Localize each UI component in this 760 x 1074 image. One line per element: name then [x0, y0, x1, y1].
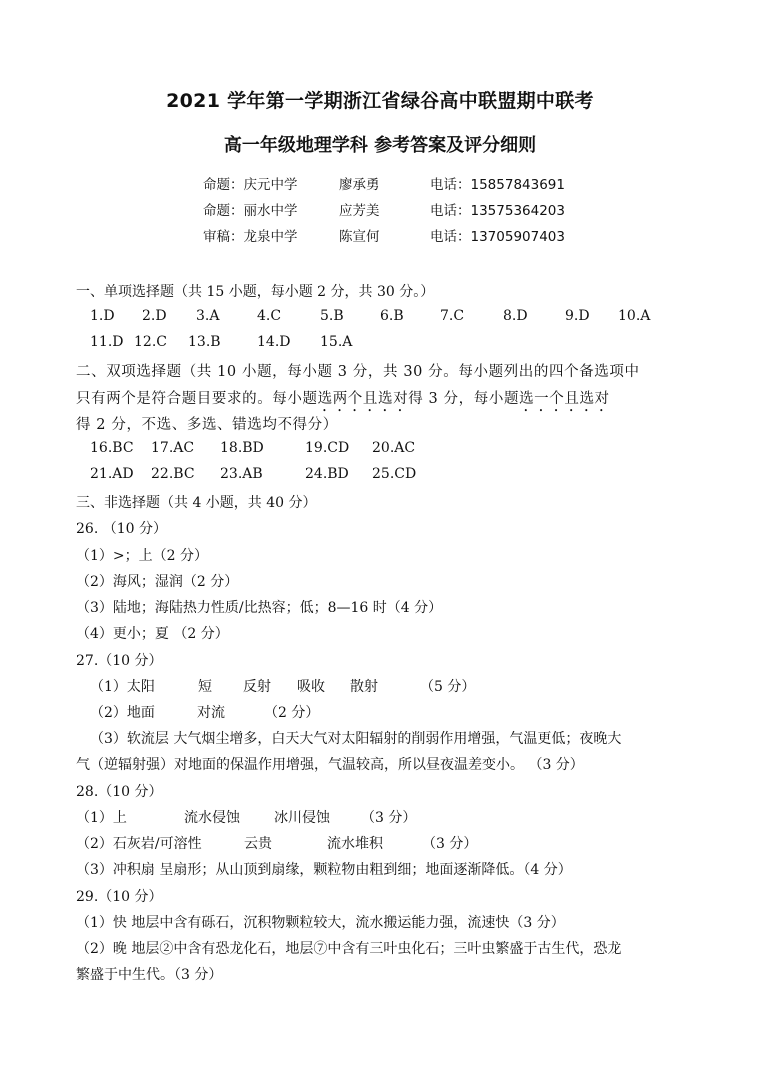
q29-title: 29.（10 分）	[76, 889, 163, 905]
answer-term: 对流	[197, 705, 225, 721]
q29-part2-line2: 繁盛于中生代。（3 分）	[76, 967, 223, 983]
credit-name: 廖承勇	[339, 177, 380, 193]
score-note: （3 分）	[361, 810, 417, 826]
section1-heading: 一、单项选择题（共 15 小题，每小题 2 分，共 30 分。）	[76, 284, 435, 300]
q26-title: 26. （10 分）	[76, 521, 167, 537]
document-title: 2021 学年第一学期浙江省绿谷高中联盟期中联考	[166, 90, 594, 112]
answer-term: 短	[198, 679, 212, 695]
section2-heading-line2	[76, 387, 610, 415]
emphasis-text: 选一个且选对	[519, 391, 610, 407]
q27-title: 27.（10 分）	[76, 653, 163, 669]
q27-part3-line1: （3）软流层 大气烟尘增多，白天大气对太阳辐射的削弱作用增强，气温更低；夜晚大	[90, 731, 622, 747]
q26-part: （2）海风；湿润（2 分）	[76, 574, 239, 590]
answer-item: 2.D	[142, 308, 167, 324]
answer-item: 25.CD	[372, 466, 417, 482]
section2-heading-line1: 二、双项选择题（共 10 小题，每小题 3 分，共 30 分。每小题列出的四个备选项中	[76, 364, 640, 380]
credit-role: 命题：庆元中学	[203, 177, 298, 193]
q26-part: （3）陆地；海陆热力性质/比热容；低；8—16 时（4 分）	[76, 600, 443, 616]
answer-item: 7.C	[440, 308, 465, 324]
credit-role: 命题：丽水中学	[203, 203, 298, 219]
credit-name: 陈宣何	[339, 229, 380, 245]
credit-phone: 电话：13705907403	[430, 229, 565, 245]
answer-item: 21.AD	[90, 466, 134, 482]
score-note: （2 分）	[264, 705, 320, 721]
answer-item: 24.BD	[305, 466, 349, 482]
answer-term: 流水堆积	[327, 836, 383, 852]
answer-item: 15.A	[320, 334, 353, 350]
answer-item: 19.CD	[305, 440, 350, 456]
q28-title: 28.（10 分）	[76, 784, 163, 800]
document-subtitle: 高一年级地理学科 参考答案及评分细则	[223, 135, 537, 156]
answer-term: 散射	[350, 679, 378, 695]
answer-item: 6.B	[380, 308, 404, 324]
answer-term: 云贵	[244, 836, 272, 852]
answer-item: 23.AB	[220, 466, 263, 482]
answer-item: 18.BD	[220, 440, 264, 456]
emphasis-text: 选两个且选对	[317, 391, 409, 407]
answer-term: 反射	[243, 679, 271, 695]
answer-term: （2）石灰岩/可溶性	[76, 836, 202, 852]
credit-name: 应芳美	[339, 203, 380, 219]
answer-item: 11.D	[90, 334, 124, 350]
q28-part3: （3）冲积扇 呈扇形；从山顶到扇缘，颗粒物由粗到细；地面逐渐降低。（4 分）	[76, 862, 572, 878]
answer-item: 9.D	[565, 308, 590, 324]
score-note: （5 分）	[420, 679, 476, 695]
answer-item: 20.AC	[372, 440, 416, 456]
answer-item: 22.BC	[151, 466, 195, 482]
credit-role: 审稿：龙泉中学	[203, 229, 298, 245]
answer-item: 3.A	[196, 308, 220, 324]
q26-part: （4）更小；夏 （2 分）	[76, 626, 229, 642]
credit-phone: 电话：15857843691	[430, 177, 565, 193]
answer-term: （1）上	[76, 810, 127, 826]
answer-item: 16.BC	[90, 440, 134, 456]
answer-item: 17.AC	[151, 440, 195, 456]
q27-part3-line2: 气（逆辐射强）对地面的保温作用增强，气温较高，所以昼夜温差变小。 （3 分）	[76, 757, 584, 773]
section2-text: 得 3 分，每小题	[408, 391, 520, 407]
answer-term: （1）太阳	[90, 679, 155, 695]
answer-item: 10.A	[618, 308, 651, 324]
credit-phone: 电话：13575364203	[430, 203, 565, 219]
answer-term: 吸收	[297, 679, 325, 695]
answer-item: 4.C	[257, 308, 282, 324]
answer-item: 14.D	[257, 334, 291, 350]
answer-item: 1.D	[90, 308, 115, 324]
section3-heading: 三、非选择题（共 4 小题，共 40 分）	[76, 495, 317, 511]
answer-term: （2）地面	[90, 705, 155, 721]
answer-item: 13.B	[188, 334, 221, 350]
answer-term: 流水侵蚀	[184, 810, 240, 826]
q29-part1: （1）快 地层中含有砾石，沉积物颗粒较大，流水搬运能力强，流速快（3 分）	[76, 915, 565, 931]
answer-item: 8.D	[503, 308, 528, 324]
answer-term: 冰川侵蚀	[274, 810, 330, 826]
q29-part2-line1: （2）晚 地层②中含有恐龙化石，地层⑦中含有三叶虫化石；三叶虫繁盛于古生代，恐龙	[76, 941, 622, 957]
section2-text: 只有两个是符合题目要求的。每小题	[76, 391, 318, 407]
answer-item: 5.B	[320, 308, 344, 324]
answer-item: 12.C	[134, 334, 167, 350]
score-note: （3 分）	[422, 836, 478, 852]
q26-part: （1）>；上（2 分）	[76, 548, 208, 564]
section2-heading-line3: 得 2 分，不选、多选、错选均不得分）	[76, 417, 338, 433]
